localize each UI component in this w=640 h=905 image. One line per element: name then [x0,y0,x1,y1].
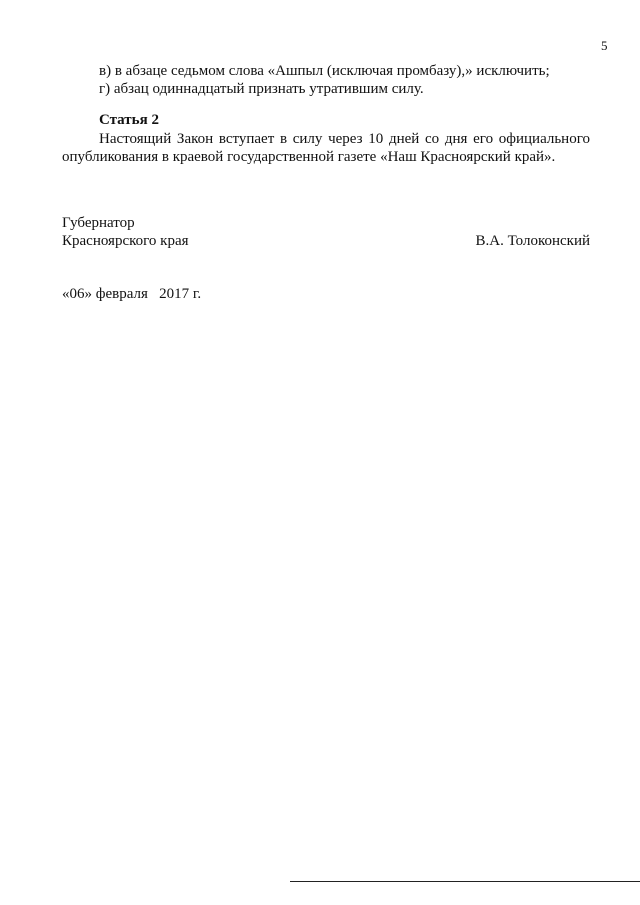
footer-rule [290,881,640,882]
article-2-text-line-1: Настоящий Закон вступает в силу через 10 дней со дня его официального [99,131,590,147]
signatory-title-line-1: Губернатор [62,215,135,231]
signatory-name: В.А. Толоконский [475,233,590,249]
signatory-title-line-2: Красноярского края [62,233,189,249]
signing-date: «06» февраля 2017 г. [62,286,202,302]
amendment-item-v: в) в абзаце седьмом слова «Ашпыл (исключая промбазу),» исключить; [99,63,550,79]
page-number: 5 [601,38,608,53]
article-2-text-line-2: опубликования в краевой государственной газете «Наш Красноярский край». [62,149,556,165]
amendment-item-g: г) абзац одиннадцатый признать утратившим силу. [99,81,424,97]
article-2-heading: Статья 2 [99,112,159,128]
